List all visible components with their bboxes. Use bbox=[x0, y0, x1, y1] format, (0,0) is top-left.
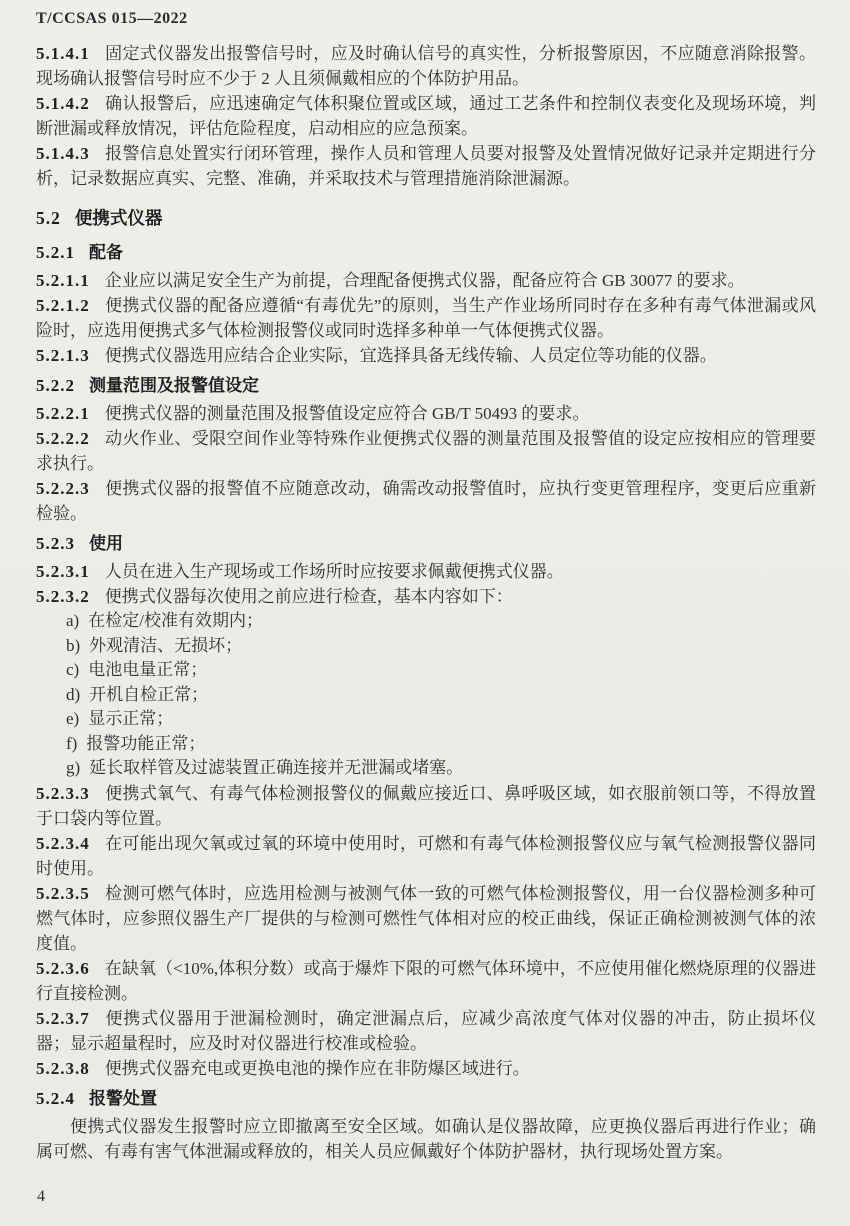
clause-text: 便携式仪器选用应结合企业实际，宜选择具备无线传输、人员定位等功能的仪器。 bbox=[104, 346, 717, 365]
heading-text: 配备 bbox=[89, 243, 123, 262]
clause-text: 便携式仪器每次使用之前应进行检查，基本内容如下： bbox=[104, 587, 513, 606]
heading-text: 使用 bbox=[89, 534, 123, 553]
clause-text: 便携式仪器的测量范围及报警值设定应符合 GB/T 50493 的要求。 bbox=[104, 404, 590, 423]
clause-5.2.3.6 bbox=[36, 956, 816, 1006]
list-item-marker: a) bbox=[66, 611, 80, 630]
clause-number: 5.2.3.5 bbox=[36, 883, 90, 903]
list-item-marker: c) bbox=[66, 660, 80, 679]
clause-5.2.3.1 bbox=[36, 559, 816, 584]
section-heading-5.2.3 bbox=[36, 531, 816, 556]
clause-number: 5.1.4.3 bbox=[36, 144, 90, 163]
clause-number: 5.1.4.1 bbox=[36, 44, 90, 63]
clause-5.1.4.1 bbox=[36, 41, 816, 91]
section-heading-5.2.1 bbox=[36, 240, 816, 265]
clause-number: 5.2.2.3 bbox=[36, 479, 90, 498]
clause-number: 5.2.3.7 bbox=[36, 1008, 90, 1028]
list-item-g bbox=[66, 756, 816, 781]
clause-5.2.3.2 bbox=[36, 584, 816, 609]
clause-text: 固定式仪器发出报警信号时，应及时确认信号的真实性，分析报警原因，不应随意消除报警。现场确认报警信号时应不少于 2 人且须佩戴相应的个体防护用品。 bbox=[36, 44, 816, 88]
clause-text: 人员在进入生产现场或工作场所时应按要求佩戴便携式仪器。 bbox=[104, 562, 564, 581]
list-item-f bbox=[66, 732, 816, 757]
clause-text: 确认报警后，应迅速确定气体积聚位置或区域，通过工艺条件和控制仪表变化及现场环境，判断泄漏或释放情况，评估危险程度，启动相应的应急预案。 bbox=[36, 94, 816, 138]
list-item-b bbox=[66, 634, 816, 659]
section-heading-5.2 bbox=[36, 206, 816, 231]
list-item-marker: f) bbox=[66, 733, 78, 753]
clause-number: 5.2.1.1 bbox=[36, 271, 90, 290]
heading-text: 报警处置 bbox=[89, 1088, 157, 1108]
list-item-a bbox=[66, 609, 816, 634]
clause-text: 便携式仪器用于泄漏检测时，确定泄漏点后，应减少高浓度气体对仪器的冲击，防止损坏仪器；显示超量程时，应及时对仪器进行校准或检验。 bbox=[36, 1008, 816, 1053]
clause-number: 5.2.2 bbox=[36, 376, 75, 395]
clause-text: 延长取样管及过滤装置正确连接并无泄漏或堵塞。 bbox=[89, 758, 464, 777]
clause-number: 5.2 bbox=[36, 208, 61, 228]
clause-text: 在可能出现欠氧或过氧的环境中使用时，可燃和有毒气体检测报警仪应与氧气检测报警仪器同时使用。 bbox=[36, 833, 816, 878]
clause-5.2.2.3 bbox=[36, 476, 816, 526]
clause-text: 显示正常； bbox=[88, 709, 174, 728]
clause-text: 便携式仪器发生报警时应立即撤离至安全区域。如确认是仪器故障，应更换仪器后再进行作业；确属可燃、有毒有害气体泄漏或释放的，相关人员应佩戴好个体防护器材，执行现场处置方案。 bbox=[36, 1116, 816, 1161]
heading-text: 测量范围及报警值设定 bbox=[89, 376, 259, 395]
clause-number: 5.2.2.1 bbox=[36, 404, 90, 423]
clause-text: 报警信息处置实行闭环管理，操作人员和管理人员要对报警及处置情况做好记录并定期进行分析，记录数据应真实、完整、准确，并采取技术与管理措施消除泄漏源。 bbox=[36, 144, 816, 188]
clause-5.2.3.4 bbox=[36, 831, 816, 881]
page-number: 4 bbox=[37, 1188, 45, 1205]
clause-5.2.3.7 bbox=[36, 1006, 816, 1056]
paragraph bbox=[36, 1114, 816, 1164]
clause-number: 5.2.1.3 bbox=[36, 346, 90, 365]
clause-number: 5.2.1 bbox=[36, 243, 75, 262]
clause-5.2.2.2 bbox=[36, 426, 816, 476]
heading-text: 便携式仪器 bbox=[74, 208, 163, 228]
clause-text: 电池电量正常； bbox=[88, 660, 208, 679]
clause-text: 开机自检正常； bbox=[89, 684, 209, 704]
list-item-marker: e) bbox=[66, 709, 80, 728]
clause-5.2.1.2 bbox=[36, 293, 816, 343]
clause-number: 5.2.3.1 bbox=[36, 562, 90, 581]
document-body bbox=[36, 41, 816, 1164]
clause-text: 报警功能正常； bbox=[86, 733, 206, 753]
clause-number: 5.2.3.4 bbox=[36, 833, 90, 853]
list-item-marker: b) bbox=[66, 635, 81, 655]
clause-5.2.3.5 bbox=[36, 881, 816, 956]
clause-text: 企业应以满足安全生产为前提，合理配备便携式仪器，配备应符合 GB 30077 的要求。 bbox=[104, 271, 745, 290]
clause-number: 5.2.2.2 bbox=[36, 429, 90, 448]
clause-number: 5.2.3.6 bbox=[36, 958, 90, 978]
list-item-c bbox=[66, 658, 816, 683]
clause-5.2.3.8 bbox=[36, 1056, 816, 1081]
clause-number: 5.2.3.2 bbox=[36, 587, 90, 606]
clause-text: 便携式仪器的报警值不应随意改动，确需改动报警值时，应执行变更管理程序，变更后应重新检验。 bbox=[36, 479, 816, 523]
clause-number: 5.1.4.2 bbox=[36, 94, 90, 113]
list-item-marker: d) bbox=[66, 684, 81, 704]
clause-number: 5.2.4 bbox=[36, 1088, 75, 1108]
clause-text: 在缺氧（<10%,体积分数）或高于爆炸下限的可燃气体环境中，不应使用催化燃烧原理的仪器进行直接检测。 bbox=[36, 958, 816, 1003]
clause-text: 便携式氧气、有毒气体检测报警仪的佩戴应接近口、鼻呼吸区域，如衣服前领口等，不得放置于口袋内等位置。 bbox=[36, 783, 816, 828]
clause-5.2.2.1 bbox=[36, 401, 816, 426]
list-item-marker: g) bbox=[66, 758, 81, 777]
clause-text: 检测可燃气体时，应选用检测与被测气体一致的可燃气体检测报警仪，用一台仪器检测多种可燃气体时，应参照仪器生产厂提供的与检测可燃性气体相对应的校正曲线，保证正确检测被测气体的浓度值。 bbox=[36, 883, 816, 953]
document-header-code: T/CCSAS 015—2022 bbox=[36, 10, 188, 27]
clause-5.2.1.3 bbox=[36, 343, 816, 368]
clause-number: 5.2.3 bbox=[36, 534, 75, 553]
clause-5.2.3.3 bbox=[36, 781, 816, 831]
clause-number: 5.2.1.2 bbox=[36, 296, 90, 315]
list-item-d bbox=[66, 683, 816, 708]
clause-5.1.4.2 bbox=[36, 91, 816, 141]
list-item-e bbox=[66, 707, 816, 732]
clause-5.2.1.1 bbox=[36, 268, 816, 293]
clause-number: 5.2.3.8 bbox=[36, 1058, 90, 1078]
section-heading-5.2.2 bbox=[36, 373, 816, 398]
clause-text: 动火作业、受限空间作业等特殊作业便携式仪器的测量范围及报警值的设定应按相应的管理要求执行。 bbox=[36, 429, 816, 473]
clause-text: 便携式仪器充电或更换电池的操作应在非防爆区域进行。 bbox=[104, 1058, 530, 1078]
clause-text: 外观清洁、无损坏； bbox=[89, 635, 243, 655]
section-heading-5.2.4 bbox=[36, 1086, 816, 1111]
clause-text: 在检定/校准有效期内； bbox=[88, 611, 263, 630]
document-content bbox=[36, 10, 816, 1164]
clause-5.1.4.3 bbox=[36, 141, 816, 191]
clause-text: 便携式仪器的配备应遵循“有毒优先”的原则，当生产作业场所同时存在多种有毒气体泄漏或风险时，应选用便携式多气体检测报警仪或同时选择多种单一气体便携式仪器。 bbox=[36, 296, 816, 340]
clause-number: 5.2.3.3 bbox=[36, 783, 90, 803]
